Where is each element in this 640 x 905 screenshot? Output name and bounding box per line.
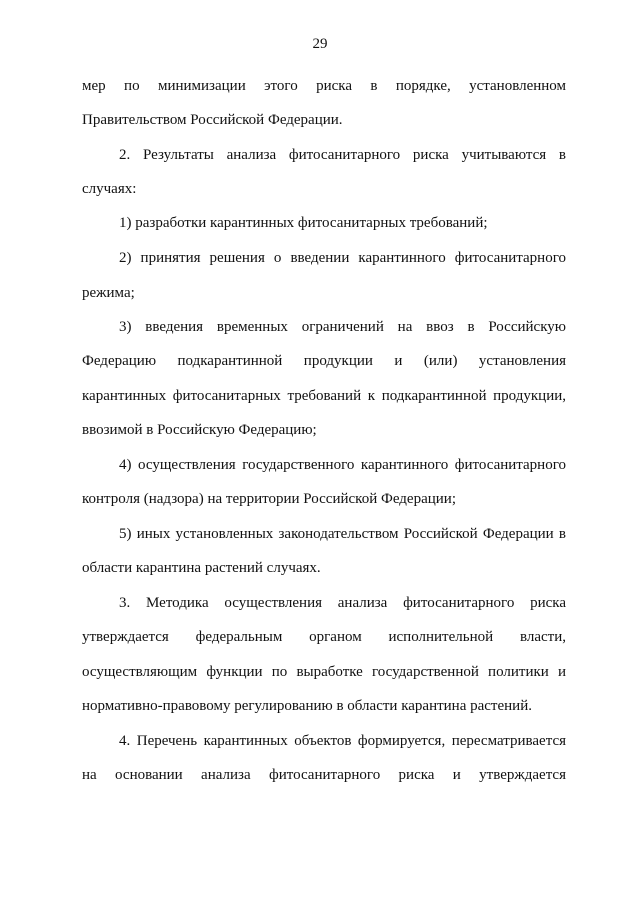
text-line: 2) принятия решения о введении карантинного фитосанитарного [119, 250, 566, 266]
text-line: ввозимой в Российскую Федерацию; [82, 422, 317, 438]
text-line: контроля (надзора) на территории Российской Федерации; [82, 491, 456, 507]
text-line: Правительством Российской Федерации. [82, 112, 343, 128]
text-line: 4. Перечень карантинных объектов формируется, пересматривается [119, 733, 566, 749]
text-line: 3. Методика осуществления анализа фитосанитарного риска [119, 595, 566, 611]
page-number: 29 [312, 36, 328, 52]
text-line: 1) разработки карантинных фитосанитарных требований; [119, 215, 488, 231]
text-line: мер по минимизации этого риска в порядке, установленном [82, 78, 566, 94]
text-line: случаях: [82, 181, 137, 197]
text-line: Федерацию подкарантинной продукции и (или) установления [82, 353, 566, 369]
text-line: режима; [82, 285, 135, 301]
text-line: карантинных фитосанитарных требований к подкарантинной продукции, [82, 388, 566, 404]
text-line: области карантина растений случаях. [82, 560, 321, 576]
text-line: утверждается федеральным органом исполнительной власти, [82, 629, 566, 645]
text-line: 2. Результаты анализа фитосанитарного риска учитываются в [119, 147, 566, 163]
text-line: 5) иных установленных законодательством Российской Федерации в [119, 526, 566, 542]
text-line: 3) введения временных ограничений на ввоз в Российскую [119, 319, 566, 335]
text-line: 4) осуществления государственного карантинного фитосанитарного [119, 457, 566, 473]
text-line: на основании анализа фитосанитарного риска и утверждается [82, 767, 566, 783]
text-line: нормативно-правовому регулированию в области карантина растений. [82, 698, 532, 714]
text-line: осуществляющим функции по выработке государственной политики и [82, 664, 566, 680]
